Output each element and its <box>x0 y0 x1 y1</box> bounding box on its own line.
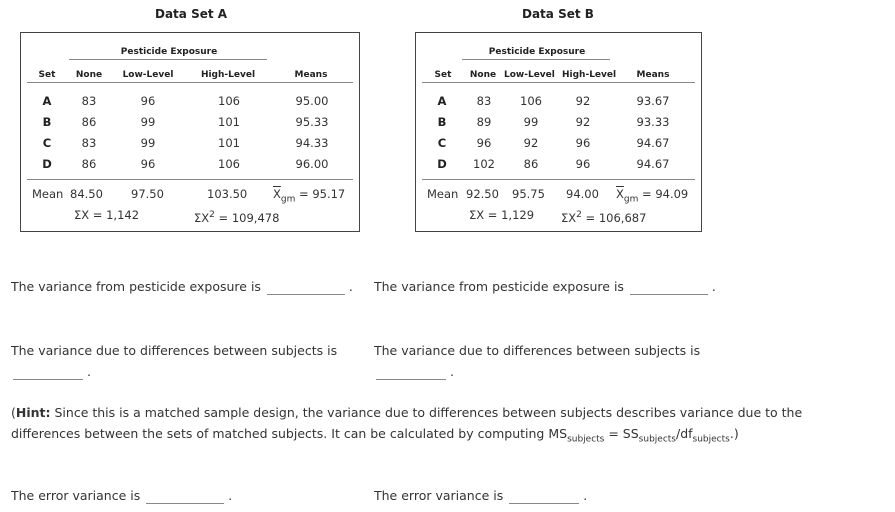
mean-none: 92.50 <box>466 187 499 201</box>
question-pesticide-variance-a: The variance from pesticide exposure is . <box>11 279 353 294</box>
cell-value: 95.00 <box>295 94 329 108</box>
column-header-rule <box>422 82 695 83</box>
totals-rule <box>27 179 353 180</box>
cell-value: 92 <box>575 115 591 129</box>
cell-value: 94.67 <box>636 136 670 150</box>
mean-label: Mean <box>32 187 64 201</box>
mean-none: 84.50 <box>70 187 103 201</box>
cell-value: 106 <box>218 94 240 108</box>
data-set-b-table <box>415 32 702 232</box>
cell-value: 83 <box>476 94 492 108</box>
cell-value: 86 <box>81 115 97 129</box>
cell-value: 83 <box>81 136 97 150</box>
question-error-variance-b: The error variance is . <box>374 488 588 503</box>
cell-value: 99 <box>140 115 156 129</box>
cell-value: 93.67 <box>636 94 670 108</box>
cell-value: 92 <box>523 136 539 150</box>
row-label: B <box>42 115 52 129</box>
cell-value: 102 <box>473 157 495 171</box>
cell-value: 93.33 <box>636 115 670 129</box>
mean-label: Mean <box>427 187 459 201</box>
row-label: D <box>437 157 447 171</box>
col-none: None <box>75 70 103 80</box>
cell-value: 89 <box>476 115 492 129</box>
mean-high-level: 103.50 <box>207 187 248 201</box>
col-low-level: Low-Level <box>122 70 174 80</box>
row-label: C <box>437 136 447 150</box>
cell-value: 96 <box>140 157 156 171</box>
sum-x-squared: $\Sigma X^2 = 109,478$ <box>194 210 280 225</box>
col-set: Set <box>434 70 452 80</box>
mean-high-level: 94.00 <box>566 187 599 201</box>
cell-value: 96 <box>575 136 591 150</box>
row-label: A <box>437 94 447 108</box>
grand-mean: $\overline{X}_{gm} = 95.17$ <box>273 187 346 205</box>
data-set-b-title: Data Set B <box>522 7 594 21</box>
question-error-variance-a: The error variance is . <box>11 488 233 503</box>
question-subjects-variance-a: The variance due to differences between subjects is <box>11 343 338 358</box>
row-label: C <box>42 136 52 150</box>
cell-value: 86 <box>81 157 97 171</box>
cell-value: 94.67 <box>636 157 670 171</box>
header-rule <box>462 59 610 60</box>
cell-value: 99 <box>523 115 539 129</box>
col-set: Set <box>38 70 56 80</box>
mean-low-level: 97.50 <box>131 187 164 201</box>
column-header-rule <box>27 82 353 83</box>
answer-error-variance-b[interactable] <box>509 489 579 504</box>
totals-rule <box>422 179 695 180</box>
cell-value: 94.33 <box>295 136 329 150</box>
col-low-level: Low-Level <box>504 70 555 80</box>
sum-x: ΣX = 1,142 <box>74 208 140 222</box>
question-subjects-variance-b: The variance due to differences between subjects is <box>374 343 701 358</box>
cell-value: 99 <box>140 136 156 150</box>
header-rule <box>69 59 267 60</box>
mean-low-level: 95.75 <box>512 187 545 201</box>
pesticide-exposure-header: Pesticide Exposure <box>120 47 218 57</box>
answer-pesticide-variance-b[interactable] <box>630 280 708 295</box>
answer-subjects-variance-a[interactable] <box>13 365 83 380</box>
subjects-answer-line-b: . <box>370 364 454 380</box>
cell-value: 101 <box>218 115 240 129</box>
cell-value: 96 <box>575 157 591 171</box>
data-set-a-title: Data Set A <box>155 7 228 21</box>
cell-value: 96 <box>140 94 156 108</box>
col-means: Means <box>294 70 328 80</box>
hint-text: (Hint: Since this is a matched sample design, the variance due to differences between subjects describes variance due to the differences between the sets of matched subjects. It can be calculated by computing $MS_{subjects} = SS_{subjects}/df_{subjects}$.) <box>11 405 803 445</box>
cell-value: 95.33 <box>295 115 329 129</box>
row-label: A <box>42 94 52 108</box>
col-high-level: High-Level <box>562 70 617 80</box>
row-label: D <box>42 157 52 171</box>
data-set-a-table <box>20 32 360 232</box>
pesticide-exposure-header: Pesticide Exposure <box>488 47 586 57</box>
col-means: Means <box>636 70 670 80</box>
cell-value: 86 <box>523 157 539 171</box>
sum-x-squared: $\Sigma X^2 = 106,687$ <box>561 210 647 225</box>
subjects-answer-line-a: . <box>7 364 91 380</box>
cell-value: 101 <box>218 136 240 150</box>
answer-subjects-variance-b[interactable] <box>376 365 446 380</box>
col-none: None <box>469 70 497 80</box>
question-pesticide-variance-b: The variance from pesticide exposure is . <box>374 279 716 294</box>
cell-value: 96.00 <box>295 157 329 171</box>
answer-error-variance-a[interactable] <box>146 489 224 504</box>
cell-value: 83 <box>81 94 97 108</box>
cell-value: 92 <box>575 94 591 108</box>
cell-value: 106 <box>218 157 240 171</box>
sum-x: ΣX = 1,129 <box>469 208 535 222</box>
cell-value: 106 <box>520 94 542 108</box>
col-high-level: High-Level <box>200 70 256 80</box>
answer-pesticide-variance-a[interactable] <box>267 280 345 295</box>
grand-mean: $\overline{X}_{gm} = 94.09$ <box>616 187 689 205</box>
cell-value: 96 <box>476 136 492 150</box>
row-label: B <box>437 115 447 129</box>
